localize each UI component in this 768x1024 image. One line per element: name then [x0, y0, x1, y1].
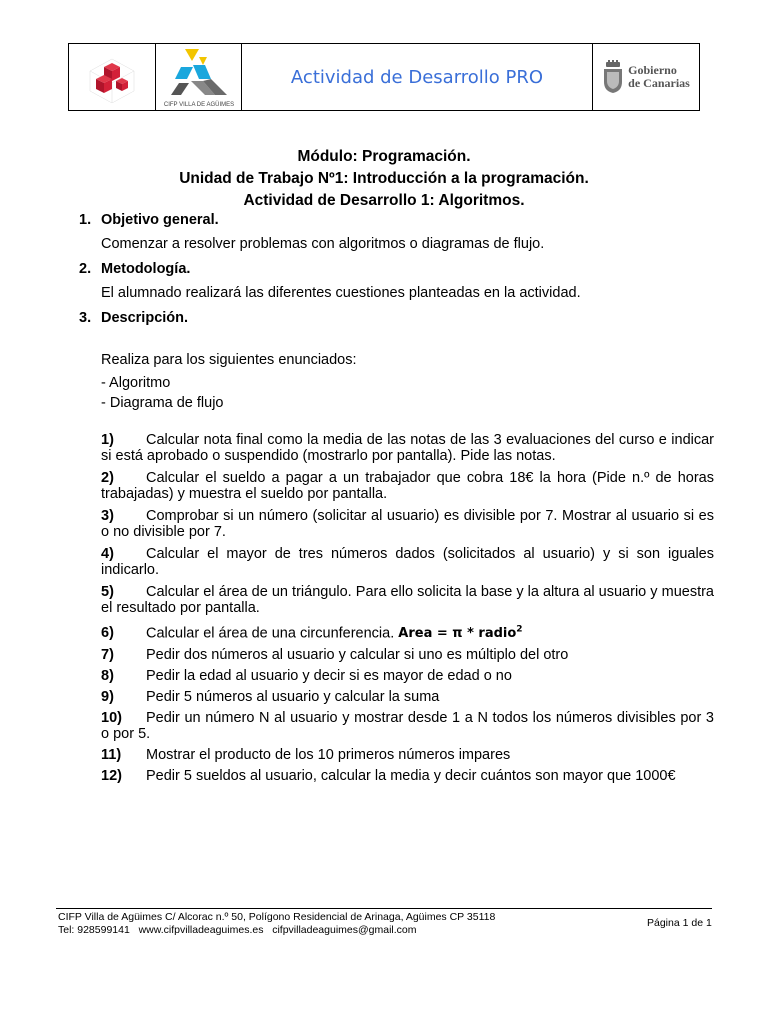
- exercise-item: [101, 508, 714, 540]
- exercise-item: [101, 546, 714, 578]
- exercise-text: Mostrar el producto de los 10 primeros números impares: [146, 747, 511, 764]
- section-heading-objetivo: [79, 212, 219, 228]
- page-number: Página 1 de 1: [647, 917, 712, 929]
- exercise-number: 3): [101, 508, 114, 524]
- exercise-number: 6): [101, 625, 114, 642]
- section-title: Metodología.: [101, 261, 191, 277]
- section-title: Objetivo general.: [101, 212, 219, 228]
- exercise-text: Calcular el sueldo a pagar a un trabajador que cobra 18€ la hora (Pide n.º de horas trabajadas) y muestra el sueldo por pantalla.: [101, 470, 714, 502]
- section-number: 1.: [79, 212, 92, 228]
- exercise-number: 10): [101, 710, 122, 727]
- area-formula: [398, 626, 522, 641]
- exercise-number: 1): [101, 432, 114, 448]
- exercise-number: 4): [101, 546, 114, 562]
- gobierno-line1: Gobierno: [628, 63, 677, 77]
- exercise-text: Pedir 5 sueldos al usuario, calcular la media y decir cuántos son mayor que 1000€: [146, 768, 676, 785]
- exercise-item: [101, 689, 714, 705]
- exercise-list: [101, 432, 714, 789]
- intro-line-2: - Algoritmo: [101, 375, 171, 391]
- exercise-number: 12): [101, 768, 122, 785]
- exercise-item: [101, 668, 714, 684]
- exercise-item: [101, 470, 714, 502]
- exercise-text: Pedir dos números al usuario y calcular si uno es múltiplo del otro: [146, 647, 569, 664]
- exercise-text: Calcular el mayor de tres números dados (solicitados al usuario) y si son iguales indicarlo.: [101, 546, 714, 578]
- cifp-villa-aguimes-logo-icon: [159, 45, 239, 109]
- exercise-number: 7): [101, 647, 114, 664]
- gobierno-logo: [602, 60, 690, 94]
- svg-text:CIFP VILLA DE AGÜIMES: CIFP VILLA DE AGÜIMES: [163, 102, 234, 108]
- exercise-item: [101, 584, 714, 616]
- exercise-number: 8): [101, 668, 114, 685]
- footer-contact: Tel: 928599141 www.cifpvilladeaguimes.es cifpvilladeaguimes@gmail.com: [58, 924, 417, 936]
- section-number: 2.: [79, 261, 92, 277]
- exercise-text: Comprobar si un número (solicitar al usuario) es divisible por 7. Mostrar al usuario si es o no divisible por 7.: [101, 508, 714, 540]
- document-header: [68, 43, 700, 111]
- intro-line-1: Realiza para los siguientes enunciados:: [101, 352, 357, 368]
- footer-divider: [56, 908, 712, 909]
- red-cube-logo-cell: [69, 44, 156, 110]
- document-titles: [0, 146, 768, 212]
- formula-exponent: 2: [516, 625, 523, 635]
- formula-text: Area = π * radio: [398, 626, 517, 642]
- exercise-item: [101, 747, 714, 763]
- section-title: Descripción.: [101, 310, 189, 326]
- exercise-item: [101, 768, 714, 784]
- exercise-item: [101, 432, 714, 464]
- cifp-logo-cell: [156, 44, 242, 110]
- footer-contact-block: [58, 911, 495, 937]
- exercise-number: 5): [101, 584, 114, 600]
- coat-of-arms-icon: [602, 60, 624, 94]
- section-text-objetivo: Comenzar a resolver problemas con algoritmos o diagramas de flujo.: [101, 236, 545, 252]
- exercise-number: 9): [101, 689, 114, 706]
- exercise-item: [101, 622, 714, 642]
- unit-title: Unidad de Trabajo Nº1: Introducción a la programación.: [179, 170, 589, 187]
- section-heading-descripcion: [79, 310, 188, 326]
- intro-line-3: - Diagrama de flujo: [101, 395, 224, 411]
- exercise-text: Pedir un número N al usuario y mostrar desde 1 a N todos los números divisibles por 3 o por 5.: [101, 710, 714, 743]
- exercise-text: Calcular el área de una circunferencia.: [146, 625, 395, 642]
- section-heading-metodologia: [79, 261, 190, 277]
- footer-address: CIFP Villa de Agüimes C/ Alcorac n.º 50, Polígono Residencial de Arinaga, Agüimes CP 35118: [58, 911, 496, 923]
- header-title: Actividad de Desarrollo PRO: [290, 66, 544, 88]
- gobierno-logo-cell: [593, 44, 699, 110]
- section-text-metodologia: El alumnado realizará las diferentes cuestiones planteadas en la actividad.: [101, 285, 581, 301]
- exercise-text: Calcular nota final como la media de las notas de las 3 evaluaciones del curso e indicar si está aprobado o suspendido (mostrarlo por pantalla). Pide las notas.: [101, 432, 714, 464]
- exercise-text: Pedir 5 números al usuario y calcular la suma: [146, 689, 440, 706]
- exercise-text: Calcular el área de un triángulo. Para ello solicita la base y la altura al usuario y muestra el resultado por pantalla.: [101, 584, 714, 616]
- exercise-item: [101, 647, 714, 663]
- gobierno-line2: de Canarias: [628, 76, 690, 90]
- exercise-text: Pedir la edad al usuario y decir si es mayor de edad o no: [146, 668, 512, 685]
- header-title-cell: [242, 44, 593, 110]
- exercise-item: [101, 710, 714, 742]
- module-title: Módulo: Programación.: [297, 148, 471, 165]
- exercise-number: 2): [101, 470, 114, 486]
- exercise-number: 11): [101, 747, 122, 764]
- section-number: 3.: [79, 310, 92, 326]
- activity-title: Actividad de Desarrollo 1: Algoritmos.: [243, 192, 525, 209]
- red-cube-logo-icon: [86, 51, 138, 103]
